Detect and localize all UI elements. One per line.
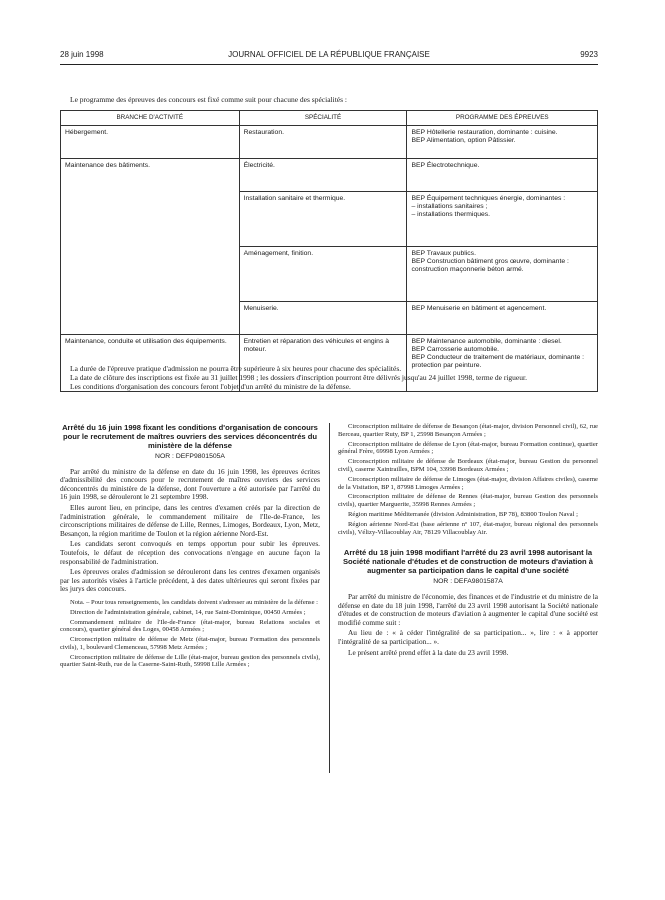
cell-specialite: Installation sanitaire et thermique. [239, 192, 407, 247]
table-row [61, 192, 598, 247]
cell-branche [61, 247, 240, 302]
table-row [61, 302, 598, 335]
right-paragraph: Au lieu de : « à céder l'intégralité de sa participation... », lire : « à apporter l'intégralité de sa participation... ». [338, 628, 598, 646]
cell-branche [61, 192, 240, 247]
program-table [60, 110, 598, 392]
address-item: Circonscription militaire de défense de Lille (état-major, bureau gestion des personnels civils), quartier Saint-Ruth, rue de la Caserne-Saint-Ruth, 59998 Lille Armées ; [60, 653, 320, 669]
address-item: Circonscription militaire de défense de Metz (état-major, bureau Formation des personnels civils), 1, boulevard Clemenceau, 57998 Metz Armées ; [60, 636, 320, 651]
program-table-body [61, 126, 598, 392]
cell-programme: BEP Menuiserie en bâtiment et agencement. [407, 302, 598, 335]
table-row [61, 126, 598, 159]
right-article-title: Arrêté du 18 juin 1998 modifiant l'arrêté du 23 avril 1998 autorisant la Société nationale d'études et de construction de moteurs d'aviation à augmenter sa participation dans le capital d'une société [342, 548, 594, 576]
right-article-nor: NOR : DEFA9801587A [433, 578, 503, 586]
col-header-programme: PROGRAMME DES ÉPREUVES [407, 111, 598, 126]
table-row [61, 159, 598, 192]
cell-specialite: Aménagement, finition. [239, 247, 407, 302]
address-item: Circonscription militaire de défense de Besançon (état-major, division Personnel civil), 62, rue Berceau, quartier Ruty, BP 1, 25998 Besançon Armées ; [338, 423, 598, 438]
left-paragraph: Les épreuves orales d'admission se dérouleront dans les centres d'examen organisés par les autorités visées à l'article précédent, à des dates ultérieures qui seront fixées par les jurys des concours. [60, 567, 320, 594]
address-item: Circonscription militaire de défense de Bordeaux (état-major, bureau Gestion du personnel civil), caserne Xaintrailles, BPM 104, 33998 Bordeaux Armées ; [338, 458, 598, 473]
left-column [60, 423, 320, 671]
note-organisation: Les conditions d'organisation des concours feront l'objet d'un arrêté du ministre de la défense. [70, 382, 351, 391]
right-paragraph: Le présent arrêté prend effet à la date du 23 avril 1998. [348, 647, 509, 657]
cell-specialite: Entretien et réparation des véhicules et engins à moteur. [239, 335, 407, 392]
cell-programme: BEP Travaux publics. BEP Construction bâtiment gros œuvre, dominante : construction maçonnerie béton armé. [407, 247, 598, 302]
header-date: 28 juin 1998 [60, 50, 104, 59]
address-item: Commandement militaire de l'Ile-de-France (état-major, bureau Relations sociales et concours), quartier général des Loges, 00458 Armées ; [60, 618, 320, 634]
cell-programme: BEP Électrotechnique. [407, 159, 598, 192]
nota: Nota. – Pour tous renseignements, les candidats doivent s'adresser au ministère de la défense : [70, 598, 319, 606]
page-header [60, 50, 598, 62]
col-header-branche: BRANCHE D'ACTIVITÉ [61, 111, 240, 126]
right-column [338, 423, 598, 659]
left-article-nor: NOR : DEFP9801505A [155, 453, 225, 460]
address-item: Circonscription militaire de défense de Lyon (état-major, bureau Formation continue), quartier général Frère, 69998 Lyon Armées ; [338, 440, 598, 456]
address-item: Région aérienne Nord-Est (base aérienne nº 107, état-major, bureau régional des personnels civils), Vélizy-Villacoublay Air, 78129 Villacoublay Air. [338, 520, 598, 536]
page-number: 9923 [580, 50, 598, 59]
notes [60, 364, 598, 391]
cell-branche: Maintenance, conduite et utilisation des équipements. [61, 335, 240, 392]
cell-branche: Hébergement. [61, 126, 240, 159]
cell-branche: Maintenance des bâtiments. [61, 159, 240, 192]
cell-programme: BEP Hôtellerie restauration, dominante : cuisine. BEP Alimentation, option Pâtissier. [407, 126, 598, 159]
column-divider [329, 423, 330, 773]
note-cloture: La date de clôture des inscriptions est fixée au 31 juillet 1998 ; les dossiers d'inscription pourront être délivrés jusqu'au 24 juillet 1998, terme de rigueur. [70, 373, 527, 382]
address-item: Circonscription militaire de défense de Limoges (état-major, division Affaires civiles), caserne de la Visitation, BP 1, 87998 Limoges Armées ; [338, 475, 598, 491]
left-paragraph: Par arrêté du ministre de la défense en date du 16 juin 1998, les épreuves écrites d'admissibilité des concours pour le recrutement de maîtres ouvriers des services déconcentrés du ministère de la défense, dont l'ouverture a été autorisée par l'arrêté du 16 juin 1998, se dérouleront le 21 septembre 1998. [60, 466, 320, 502]
header-rule [60, 64, 598, 65]
table-row [61, 247, 598, 302]
address-item: Direction de l'administration générale, cabinet, 14, rue Saint-Dominique, 00450 Armées ; [70, 608, 306, 616]
address-item: Région maritime Méditerranée (division Administration, BP 78), 83800 Toulon Naval ; [348, 510, 578, 518]
left-article-title: Arrêté du 16 juin 1998 fixant les conditions d'organisation de concours pour le recrutement de maîtres ouvriers des services déconcentrés du ministère de la défense [62, 423, 318, 450]
left-paragraph: Les candidats seront convoqués en temps opportun pour subir les épreuves. Toutefois, le défaut de réception des convocations n'engage en aucune façon la responsabilité de l'administration. [60, 539, 320, 566]
note-duree: La durée de l'épreuve pratique d'admission ne pourra être supérieure à six heures pour chacune des spécialités. [70, 364, 402, 373]
intro-text: Le programme des épreuves des concours est fixé comme suit pour chacune des spécialités : [70, 95, 347, 104]
journal-title: JOURNAL OFFICIEL DE LA RÉPUBLIQUE FRANÇAISE [228, 50, 430, 59]
address-item: Circonscription militaire de défense de Rennes (état-major, bureau Gestion des personnels civils), quartier Marguerite, 35998 Rennes Armées ; [338, 493, 598, 509]
right-paragraph: Par arrêté du ministre de l'économie, des finances et de l'industrie et du ministre de la défense en date du 18 juin 1998, l'arrêté du 23 avril 1998 autorisant la Société nationale d'études et de construction de moteurs d'aviation à augmenter le capital d'une société est modifié comme suit : [338, 591, 598, 627]
cell-branche [61, 302, 240, 335]
cell-programme: BEP Maintenance automobile, dominante : diesel. BEP Carrosserie automobile. BEP Conducteur de traitement de matériaux, dominante : protection par peinture. [407, 335, 598, 392]
col-header-specialite: SPÉCIALITÉ [239, 111, 407, 126]
cell-specialite: Restauration. [239, 126, 407, 159]
cell-specialite: Électricité. [239, 159, 407, 192]
left-paragraph: Elles auront lieu, en principe, dans les centres d'examen créés par la direction de l'administration générale, le commandement militaire de l'Ile-de-France, les circonscriptions militaires de défense de Lille, Rennes, Limoges, Bordeaux, Lyon, Metz, Besançon, la région maritime de Toulon et la région aérienne Nord-Est. [60, 502, 320, 538]
cell-specialite: Menuiserie. [239, 302, 407, 335]
cell-programme: BEP Équipement techniques énergie, dominantes : – installations sanitaires ; – installations thermiques. [407, 192, 598, 247]
